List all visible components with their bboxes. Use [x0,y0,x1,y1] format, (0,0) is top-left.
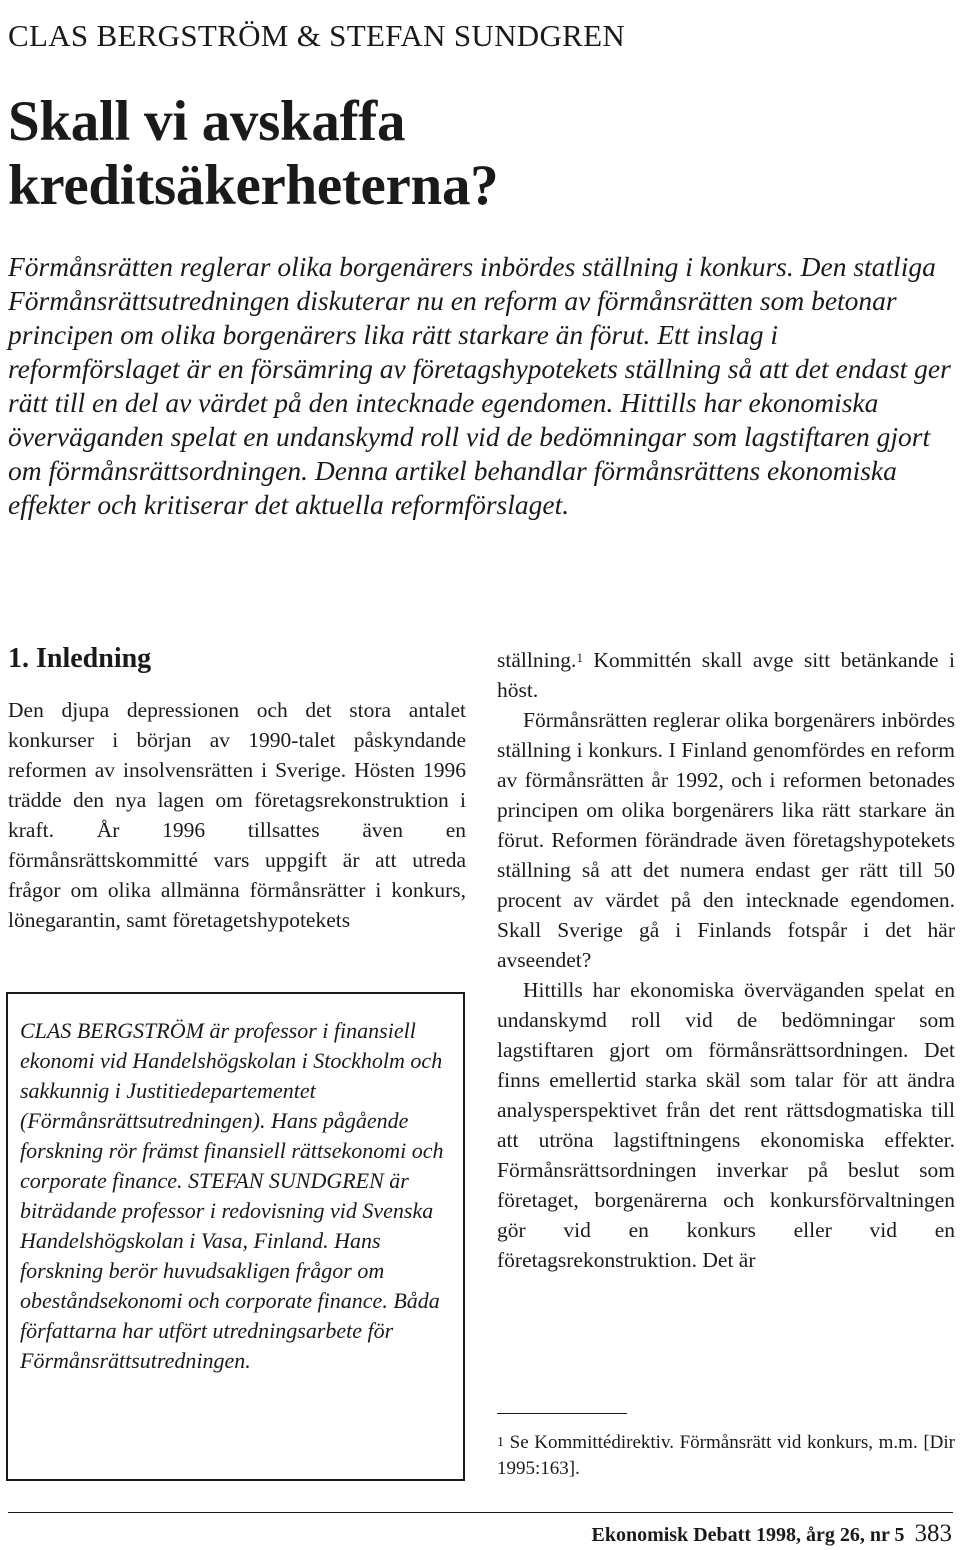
author-bio-box [6,992,465,1481]
footer-divider [8,1512,953,1513]
author-byline: CLAS BERGSTRÖM & STEFAN SUNDGREN [8,18,626,53]
article-title: Skall vi avskaffa kreditsäkerheterna? [8,90,499,217]
footnote-text: Se Kommittédirektiv. Förmånsrätt vid konkurs, m.m. [Dir 1995:163]. [497,1432,955,1479]
footnote-reference: 1 [576,650,583,665]
right-column [497,645,955,1275]
right-paragraph-2: Förmånsrätten reglerar olika borgenärers inbördes ställning i konkurs. I Finland genomfördes en reform av förmånsrätten år 1992, och i reformen betonades principen om olika borgenärers lika rätt starkare än förut. Reformen förändrade även företagshypotekets ställning så att det numera endast ger rätt till 50 procent av värdet på den intecknade egendomen. Skall Sverige gå i Finlands fotspår i det här avseendet? [497,708,955,972]
right-paragraph-1 [497,645,955,705]
right-paragraph-3: Hittills har ekonomiska överväganden spelat en undanskymd roll vid de bedömningar som lagstiftaren gjort om förmånsrättsordningen. Det finns emellertid starka skäl som talar för att ändra analysperspektivet från det rent rättsdogmatiska till att utröna lagstiftningens ekonomiska effekter. Förmånsrättsordningen inverkar på beslut som företaget, borgenärerna och konkursförvaltningen gör vid en konkurs eller vid en företagsrekonstruktion. Det är [497,978,955,1272]
footnote-number: 1 [497,1435,504,1450]
right-paragraph-1-text: ställning. [497,648,577,672]
right-paragraph-1-tail: Kommittén skall avge sitt betänkande i höst. [497,648,955,702]
page-number: 383 [914,1520,952,1547]
footnote-divider [497,1413,627,1414]
page-footer [592,1520,953,1548]
author-bio-text: CLAS BERGSTRÖM är professor i finansiell ekonomi vid Handelshögskolan i Stockholm och sakkunnig i Justitiedepartementet (Förmånsrättsutredningen). Hans pågående forskning rör främst finansiell rättsekonomi och corporate finance. STEFAN SUNDGREN är biträdande professor i redovisning vid Svenska Handelshögskolan i Vasa, Finland. Hans forskning berör huvudsakligen frågor om obeståndsekonomi och corporate finance. Båda författarna har utfört utredningsarbete för Förmånsrättsutredningen. [20,1018,444,1373]
journal-citation: Ekonomisk Debatt 1998, årg 26, nr 5 [591,1524,905,1546]
left-column-text: Den djupa depressionen och det stora antalet konkurser i början av 1990-talet påskyndande reformen av insolvensrätten i Sverige. Hösten 1996 trädde den nya lagen om företagsrekonstruktion i kraft. År 1996 tillsattes även en förmånsrättskommitté vars uppgift är att utreda frågor om olika allmänna förmånsrätter i konkurs, lönegarantin, samt företagetshypotekets [8,698,466,932]
footnote [497,1430,955,1482]
section-heading: 1. Inledning [8,643,152,674]
article-abstract: Förmånsrätten reglerar olika borgenärers inbördes ställning i konkurs. Den statliga Förmånsrättsutredningen diskuterar nu en reform av förmånsrätten som betonar principen om olika borgenärers lika rätt starkare än förut. Ett inslag i reformförslaget är en försämring av företagshypotekets ställning så att det endast ger rätt till en del av värdet på den intecknade egendomen. Hittills har ekonomiska överväganden spelat en undanskymd roll vid de bedömningar som lagstiftaren gjort om förmånsrättsordningen. Denna artikel behandlar förmånsrättens ekonomiska effekter och kritiserar det aktuella reformförslaget. [8,251,951,520]
